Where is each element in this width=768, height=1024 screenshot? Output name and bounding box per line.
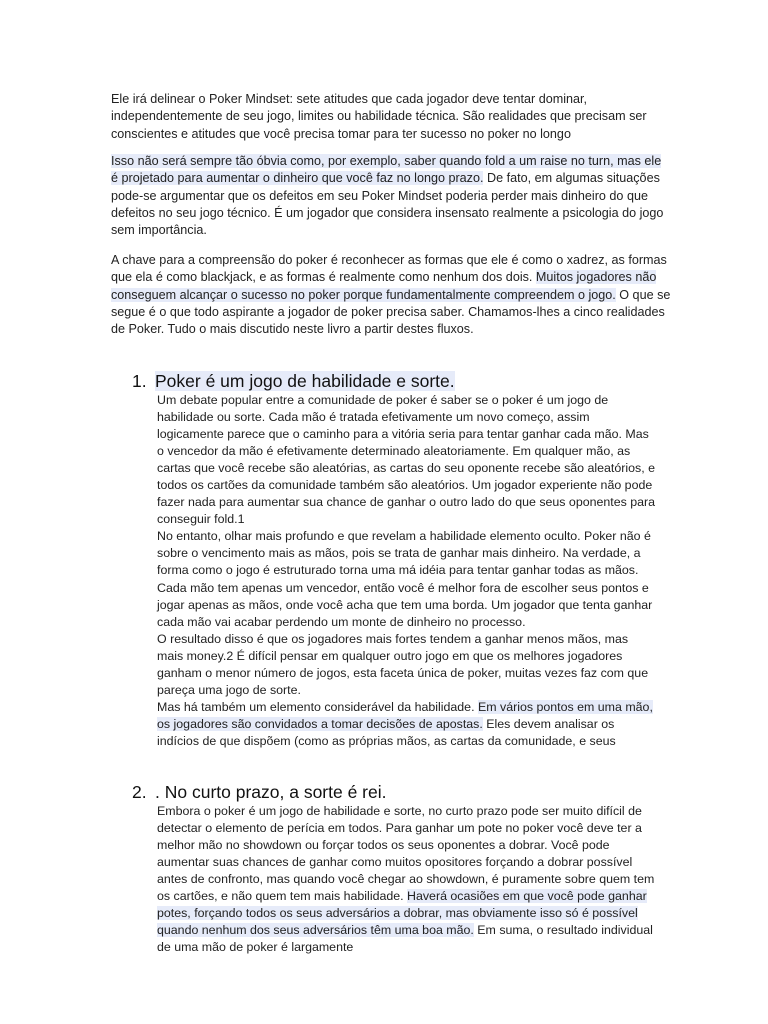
highlighted-text: Muitos jogadores não conseguem alcançar o sucesso no poker porque fundamentalmente compreendem o jogo. bbox=[111, 270, 657, 302]
text-run: O resultado disso é que os jogadores mais fortes tendem a ganhar menos mãos, mas mais money.2 É difícil pensar em qualquer outro jogo em que os melhores jogadores ganham o menor número de jogos, esta faceta única de poker, muitas vezes faz com que pareça uma jogo de sorte. bbox=[157, 631, 649, 697]
text-run: Ele irá delinear o Poker Mindset: sete atitudes que cada jogador deve tentar dominar, independentemente de seu jogo, limites ou habilidade técnica. São realidades que precisam ser conscientes e atitudes que você precisa tomar para ter sucesso no poker no longo bbox=[111, 92, 647, 141]
list-item-1 bbox=[132, 370, 672, 750]
text-run: Eles devem analisar os indícios de que dispõem (como as próprias mãos, as cartas da comunidade, e seus bbox=[157, 716, 616, 748]
list-number: 2. bbox=[132, 782, 147, 802]
text-run: Mas há também um elemento considerável da habilidade. bbox=[157, 699, 478, 714]
text-run: No entanto, olhar mais profundo e que revelam a habilidade elemento oculto. Poker não é sobre o vencimento mais as mãos, pois se trata de ganhar mais dinheiro. Na verdade, a forma como o jogo é estruturado torna uma má idéia para tentar ganhar todas as mãos. Cada mão tem apenas um vencedor, então você é melhor fora de escolher seus pontos e jogar apenas as mãos, onde você acha que tem uma borda. Um jogador que tenta ganhar cada mão vai acabar perdendo um monte de dinheiro no processo. bbox=[157, 529, 653, 629]
section-heading bbox=[132, 370, 672, 392]
heading-text: . No curto prazo, a sorte é rei. bbox=[155, 782, 387, 802]
body-paragraph bbox=[157, 803, 657, 956]
text-run: Um debate popular entre a comunidade de poker é saber se o poker é um jogo de habilidade ou sorte. Cada mão é tratada efetivamente um novo começo, assim logicamente parece que o caminho para a vitória seria para tentar ganhar cada mão. Mas o vencedor da mão é efetivamente determinado aleatoriamente. Em qualquer mão, as cartas que você recebe são aleatórias, as cartas do seu oponente recebe são aleatórios, e todos os cartões da comunidade também são aleatórios. Um jogador experiente não pode fazer nada para aumentar sua chance de ganhar o outro lado do que seus oponentes para conseguir fold.1 bbox=[157, 393, 656, 527]
highlighted-text: Isso não será sempre tão óbvia como, por exemplo, saber quando fold a um raise no turn, mas ele é projetado para aumentar o dinheiro que você faz no longo prazo. bbox=[111, 154, 662, 186]
list-number: 1. bbox=[132, 371, 147, 391]
text-run: Embora o poker é um jogo de habilidade e sorte, no curto prazo pode ser muito difícil de detectar o elemento de perícia em todos. Para ganhar um pote no poker você deve ter a melhor mão no showdown ou forçar todos os seus oponentes a dobrar. Você pode aumentar suas chances de ganhar como muitos opositores forçando a dobrar possível antes de confronto, mas quando você chegar ao showdown, é puramente sobre quem tem os cartões, e não quem tem mais habilidade. bbox=[157, 804, 655, 904]
highlighted-text: Em vários pontos em uma mão, os jogadores são convidados a tomar decisões de apostas. bbox=[157, 699, 653, 731]
intro-paragraph bbox=[111, 91, 671, 143]
section-heading bbox=[132, 781, 672, 803]
section-body bbox=[157, 392, 657, 750]
heading-text: Poker é um jogo de habilidade e sorte. bbox=[155, 371, 455, 391]
body-paragraph bbox=[157, 528, 657, 630]
key-paragraph bbox=[111, 252, 671, 338]
body-paragraph bbox=[157, 392, 657, 528]
section-body bbox=[157, 803, 657, 956]
text-run: O que se segue é o que todo aspirante a jogador de poker precisa saber. Chamamos-lhes a cinco realidades de Poker. Tudo o mais discutido neste livro a partir destes fluxos. bbox=[111, 287, 671, 337]
highlighted-text: Haverá ocasiões em que você pode ganhar potes, forçando todos os seus adversários a dobrar, mas obviamente isso só é possível quando nenhum dos seus adversários têm uma boa mão. bbox=[157, 889, 647, 938]
body-paragraph bbox=[157, 631, 657, 699]
mindset-paragraph bbox=[111, 153, 671, 239]
text-run: A chave para a compreensão do poker é reconhecer as formas que ele é como o xadrez, as formas que ela é como blackjack, e as formas é realmente como nenhum dos dois. bbox=[111, 253, 667, 285]
text-run: Em suma, o resultado individual de uma mão de poker é largamente bbox=[157, 923, 653, 955]
text-run: De fato, em algumas situações pode-se argumentar que os defeitos em seu Poker Mindset poderia perder mais dinheiro do que defeitos no seu jogo técnico. É um jogador que considera insensato realmente a psicologia do jogo sem importância. bbox=[111, 171, 664, 238]
list-item-2 bbox=[132, 781, 672, 956]
body-paragraph bbox=[157, 699, 657, 750]
